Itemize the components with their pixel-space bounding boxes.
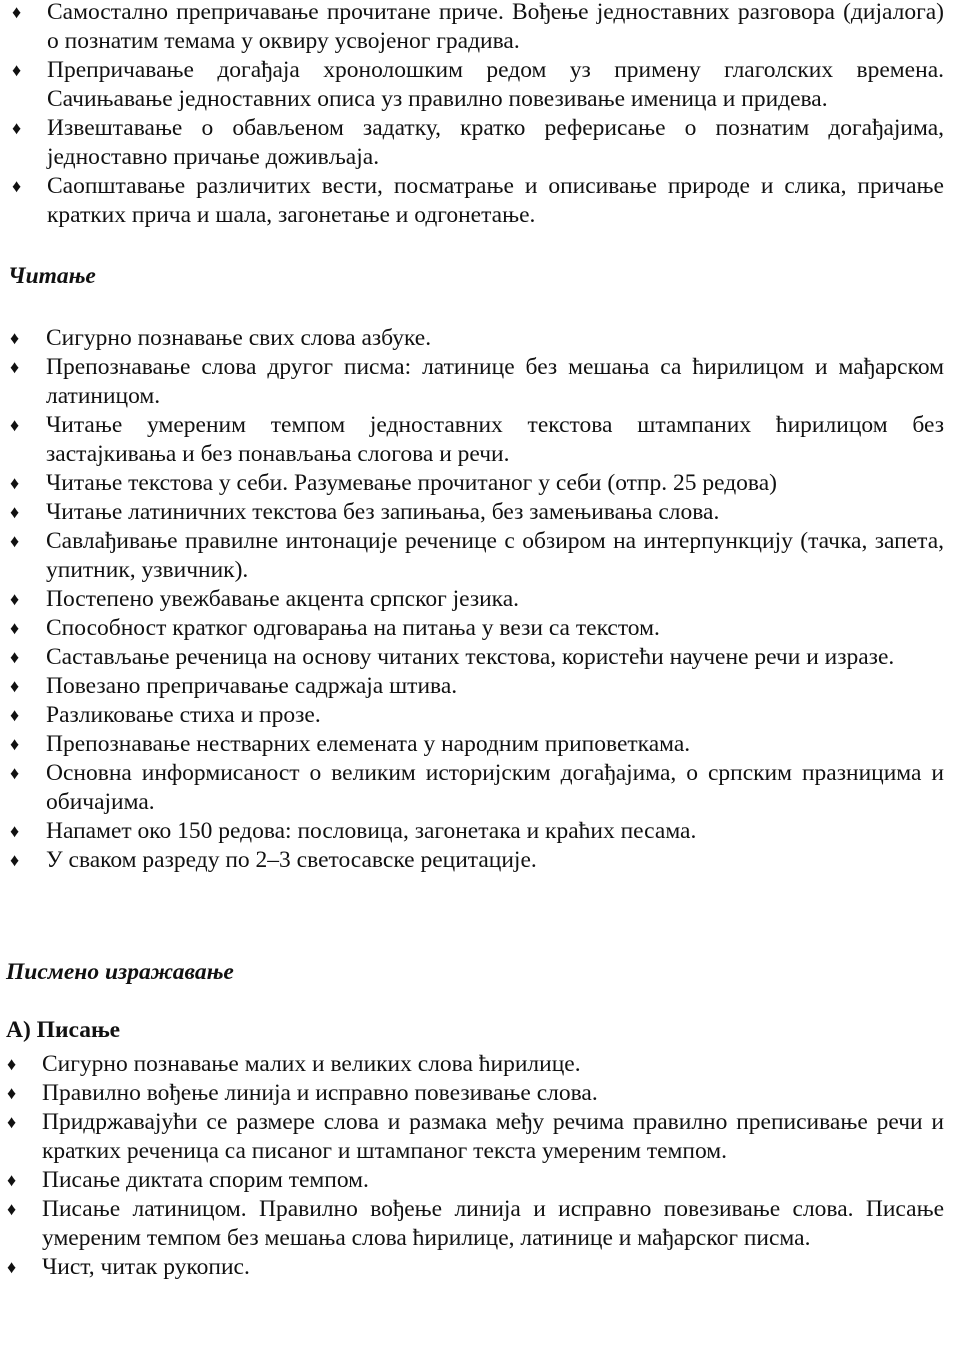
diamond-bullet-icon: ♦	[7, 1257, 17, 1277]
list-item: ♦ Саопштавање различитих вести, посматрање и описивање природе и слика, причање кратких прича и шала, загонетање и одгонетање.	[12, 173, 944, 228]
list-item: ♦ Савлађивање правилне интонације реченице с обзиром на интерпункцију (тачка, запета, упитник, узвичник).	[10, 528, 944, 583]
list-item: ♦ Препричавање догађаја хронолошким редом уз примену глаголских времена. Сачињавање једноставних описа уз правилно повезивање именица и придева.	[12, 57, 944, 112]
diamond-bullet-icon: ♦	[10, 850, 20, 870]
list-item: ♦ Чист, читак рукопис.	[7, 1254, 250, 1280]
list-item: ♦ Читање латиничних текстова без запињања, без замењивања слова.	[10, 499, 720, 525]
diamond-bullet-icon: ♦	[7, 1170, 17, 1190]
diamond-bullet-icon: ♦	[7, 1083, 17, 1103]
list-item: ♦ Препознавање слова другог писма: латинице без мешања са ћирилицом и мађарском латиницом.	[10, 354, 944, 409]
diamond-bullet-icon: ♦	[7, 1054, 17, 1074]
diamond-bullet-icon: ♦	[10, 705, 20, 725]
diamond-bullet-icon: ♦	[10, 821, 20, 841]
writing-subheading: А) Писање	[6, 1017, 121, 1043]
list-item: ♦ Читање умереним темпом једноставних текстова штампаних ћирилицом без застајкивања и без понављања слогова и речи.	[10, 412, 944, 467]
list-item: ♦ Напамет око 150 редова: пословица, загонетака и краћих песама.	[10, 818, 697, 844]
diamond-bullet-icon: ♦	[10, 589, 20, 609]
diamond-bullet-icon: ♦	[12, 2, 22, 22]
diamond-bullet-icon: ♦	[10, 618, 20, 638]
diamond-bullet-icon: ♦	[10, 763, 20, 783]
list-item: ♦ У сваком разреду по 2–3 светосавске рецитације.	[10, 847, 537, 873]
list-item: ♦ Писање латиницом. Правилно вођење линија и исправно повезивање слова. Писање умереним темпом без мешања слова ћирилице, латинице и мађарског писма.	[7, 1196, 944, 1251]
writing-list	[0, 1050, 944, 1282]
diamond-bullet-icon: ♦	[10, 502, 20, 522]
diamond-bullet-icon: ♦	[10, 676, 20, 696]
diamond-bullet-icon: ♦	[10, 328, 20, 348]
diamond-bullet-icon: ♦	[7, 1199, 17, 1219]
list-item: ♦ Повезано препричавање садржаја штива.	[10, 673, 458, 699]
diamond-bullet-icon: ♦	[12, 118, 22, 138]
diamond-bullet-icon: ♦	[10, 647, 20, 667]
list-item: ♦ Читање текстова у себи. Разумевање прочитаног у себи (отпр. 25 редова)	[10, 470, 777, 496]
list-item: ♦ Самостално препричавање прочитане приче. Вођење једноставних разговора (дијалога) о познатим темама у оквиру усвојеног градива.	[12, 0, 944, 54]
list-item: ♦ Извештавање о обављеном задатку, кратко реферисање о познатим догађајима, једноставно причање доживљаја.	[12, 115, 944, 170]
diamond-bullet-icon: ♦	[7, 1112, 17, 1132]
list-item: ♦ Састављање реченица на основу читаних текстова, користећи научене речи и изразе.	[10, 644, 895, 670]
list-item: ♦ Придржавајући се размере слова и размака међу речима правилно преписивање речи и кратких реченица са писаног и штампаног текста умереним темпом.	[7, 1109, 944, 1164]
diamond-bullet-icon: ♦	[12, 176, 22, 196]
list-item: ♦ Сигурно познавање малих и великих слова ћирилице.	[7, 1051, 581, 1077]
writing-heading: Писмено изражавање	[6, 959, 234, 985]
list-item: ♦ Сигурно познавање свих слова азбуке.	[10, 325, 432, 351]
diamond-bullet-icon: ♦	[10, 473, 20, 493]
list-item: ♦ Препознавање нестварних елемената у народним приповеткама.	[10, 731, 691, 757]
diamond-bullet-icon: ♦	[10, 415, 20, 435]
diamond-bullet-icon: ♦	[10, 734, 20, 754]
diamond-bullet-icon: ♦	[12, 60, 22, 80]
list-item: ♦ Способност кратког одговарања на питања у вези са текстом.	[10, 615, 660, 641]
speaking-list	[0, 0, 944, 230]
diamond-bullet-icon: ♦	[10, 531, 20, 551]
list-item: ♦ Писање диктата спорим темпом.	[7, 1167, 369, 1193]
list-item: ♦ Основна информисаност о великим историјским догађајима, о српским празницима и обичајима.	[10, 760, 944, 815]
reading-list	[0, 324, 944, 875]
diamond-bullet-icon: ♦	[10, 357, 20, 377]
list-item: ♦ Разликовање стиха и прозе.	[10, 702, 321, 728]
reading-heading: Читање	[8, 263, 96, 289]
list-item: ♦ Постепено увежбавање акцента српског језика.	[10, 586, 520, 612]
list-item: ♦ Правилно вођење линија и исправно повезивање слова.	[7, 1080, 598, 1106]
